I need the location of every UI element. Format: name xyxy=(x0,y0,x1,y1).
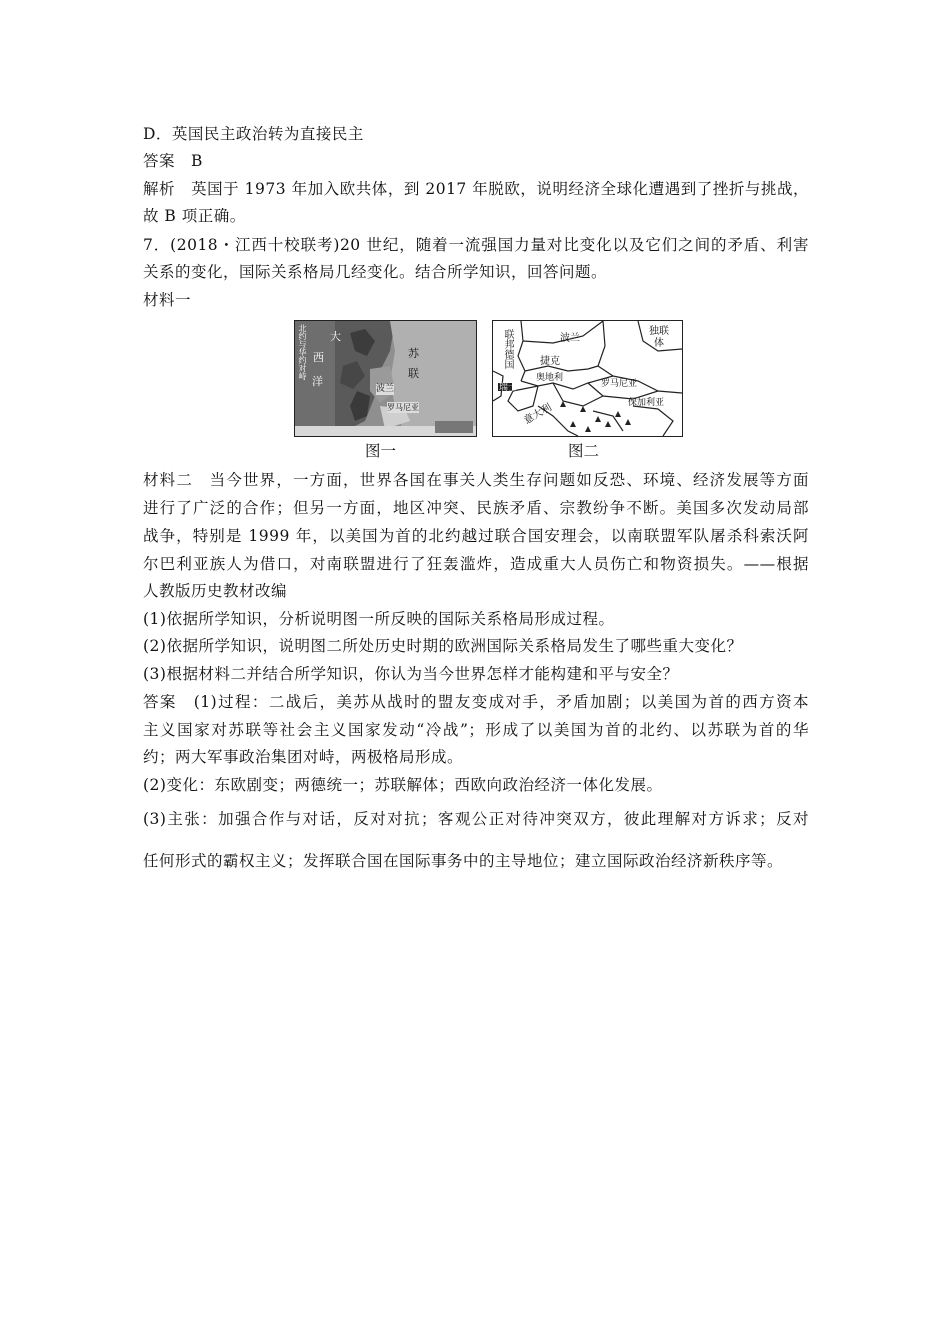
question-7-line-2: 关系的变化，国际关系格局几经变化。结合所学知识，回答问题。 xyxy=(143,263,608,281)
label-romania-2: 罗马尼亚 xyxy=(601,379,638,389)
analysis-line-2: 故 B 项正确。 xyxy=(143,207,246,225)
label-xi: 西 xyxy=(313,351,324,364)
label-lian: 联 xyxy=(408,367,419,380)
label-poland-1: 波兰 xyxy=(376,384,395,394)
analysis-line-1: 解析 英国于 1973 年加入欧共体，到 2017 年脱欧，说明经济全球化遭遇到了挫折与挑战， xyxy=(143,180,809,198)
option-d: D．英国民主政治转为直接民主 xyxy=(143,125,364,143)
label-su: 苏 xyxy=(408,347,419,360)
label-frg: 联邦德国 xyxy=(502,329,513,369)
question-2: (2)依据所学知识，说明图二所处历史时期的欧洲国际关系格局发生了哪些重大变化？ xyxy=(143,637,743,655)
question-1: (1)依据所学知识，分析说明图一所反映的国际关系格局形成过程。 xyxy=(143,610,615,628)
figure-1-map xyxy=(294,320,477,437)
material-2-line-2: 进行了广泛的合作；但另一方面，地区冲突、民族矛盾、宗教纷争不断。美国多次发动局部 xyxy=(143,499,809,517)
question-7-line-1: 7．(2018・江西十校联考)20 世纪，随着一流强国力量对比变化以及它们之间的矛盾、利害 xyxy=(143,236,809,254)
material-2-line-1: 材料二 当今世界，一方面，世界各国在事关人类生存问题如反恐、环境、经济发展等方面 xyxy=(143,471,809,489)
nato-warsaw-label: 北约与华约对峙 xyxy=(298,324,307,380)
label-bulgaria: 保加利亚 xyxy=(628,398,665,408)
label-romania-1: 罗马尼亚 xyxy=(387,403,419,412)
label-yang: 洋 xyxy=(312,375,323,388)
material-2-line-3: 战争，特别是 1999 年，以美国为首的北约越过联合国安理会，以南联盟军队屠杀科索沃阿 xyxy=(143,527,809,545)
label-czech: 捷克 xyxy=(540,356,560,367)
label-da: 大 xyxy=(330,330,341,343)
figure-2-map xyxy=(492,320,683,437)
figure-1-caption: 图一 xyxy=(365,442,397,460)
label-switzerland: 瑞士 xyxy=(499,383,518,393)
answer-3-line-2: 任何形式的霸权主义；发挥联合国在国际事务中的主导地位；建立国际政治经济新秩序等。 xyxy=(143,852,784,870)
label-italy: 意大利 xyxy=(522,402,554,427)
answer-line: 答案 B xyxy=(143,152,203,170)
material-1-label: 材料一 xyxy=(143,291,192,309)
label-cis: 独联体 xyxy=(649,326,669,349)
answer-1-line-3: 约；两大军事政治集团对峙，两极格局形成。 xyxy=(143,748,464,766)
answer-3-line-1: (3)主张：加强合作与对话，反对对抗；客观公正对待冲突双方，彼此理解对方诉求；反对 xyxy=(143,810,809,828)
question-3: (3)根据材料二并结合所学知识，你认为当今世界怎样才能构建和平与安全？ xyxy=(143,665,679,683)
material-2-line-4: 尔巴利亚族人为借口，对南联盟进行了狂轰滥炸，造成重大人员伤亡和物资损失。——根据 xyxy=(143,555,809,573)
answer-1-line-1: 答案 (1)过程：二战后，美苏从战时的盟友变成对手，矛盾加剧；以美国为首的西方资本 xyxy=(143,693,809,711)
label-austria: 奥地利 xyxy=(536,373,564,383)
material-2-line-5: 人教版历史教材改编 xyxy=(143,582,288,600)
figure-2-caption: 图二 xyxy=(568,442,600,460)
answer-2: (2)变化：东欧剧变；两德统一；苏联解体；西欧向政治经济一体化发展。 xyxy=(143,776,663,794)
answer-1-line-2: 主义国家对苏联等社会主义国家发动“冷战”；形成了以美国为首的北约、以苏联为首的华 xyxy=(143,721,809,739)
label-poland-2: 波兰 xyxy=(560,333,580,344)
